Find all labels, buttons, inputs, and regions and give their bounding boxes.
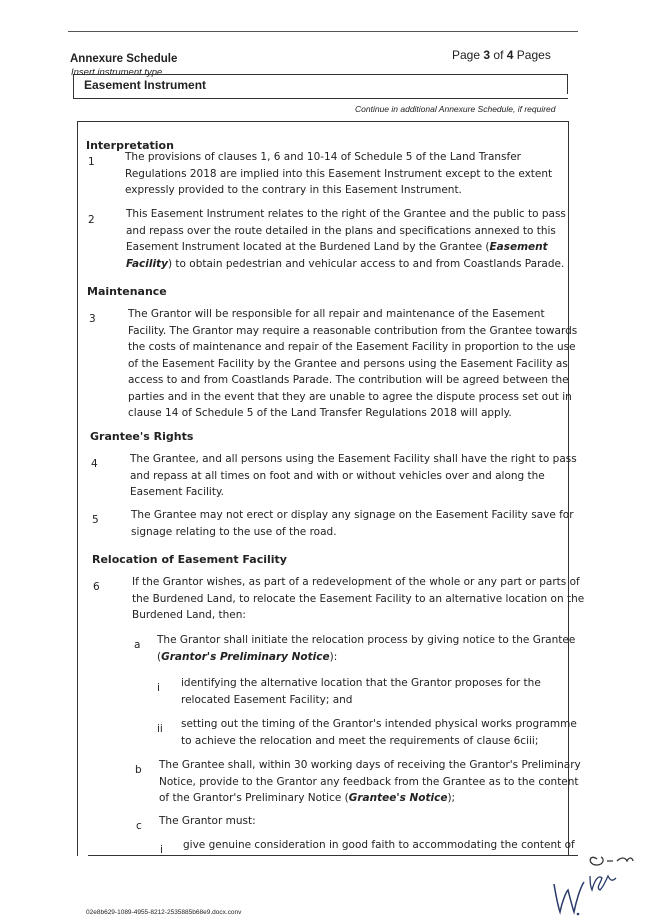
clause-line: clause 14 of Schedule 5 of the Land Transfer Regulations 2018 will apply.	[128, 407, 512, 419]
clause-line	[126, 256, 566, 273]
instrument-type: Easement Instrument	[84, 78, 207, 92]
subclause-letter: b	[135, 764, 142, 776]
clause-number: 3	[89, 313, 96, 325]
clause-3	[128, 306, 577, 422]
instrument-type-right-rule	[567, 74, 568, 94]
clause-text: (	[157, 650, 162, 663]
clause-line: This Easement Instrument relates to the right of the Grantee and the public to pass	[126, 208, 566, 220]
clause-line: Regulations 2018 are implied into this Easement Instrument except to the extent	[125, 167, 553, 180]
continue-note: Continue in additional Annexure Schedule, if required	[355, 104, 556, 114]
clause-line: The Grantor will be responsible for all repair and maintenance of the Easement	[128, 308, 545, 320]
subclause-b	[159, 757, 581, 807]
subclause-c-i	[183, 837, 575, 854]
clause-text: Easement Instrument located at the Burdened Land by the Grantee (	[126, 241, 490, 253]
clause-line: setting out the timing of the Grantor's intended physical works programme	[181, 718, 577, 730]
section-heading-maintenance: Maintenance	[87, 285, 167, 298]
clause-text: );	[447, 792, 456, 804]
clause-line	[126, 239, 566, 256]
clause-line: signage relating to the use of the road.	[131, 525, 337, 538]
defined-term: Easement	[489, 241, 548, 253]
clause-line: relocated Easement Facility; and	[181, 693, 353, 706]
clause-line: The provisions of clauses 1, 6 and 10-14 of Schedule 5 of the Land Transfer	[125, 151, 521, 163]
clause-line: expressly provided to the contrary in this Easement Instrument.	[125, 184, 462, 196]
clause-line: give genuine consideration in good faith to accommodating the content of	[183, 839, 575, 851]
clause-line: The Grantee may not erect or display any signage on the Easement Facility save for	[131, 509, 574, 521]
clause-4	[130, 451, 577, 501]
defined-term: Grantor's Preliminary Notice	[161, 650, 330, 663]
subclause-numeral: i	[160, 844, 163, 856]
clause-1	[125, 149, 552, 199]
clause-number: 1	[88, 156, 95, 168]
section-heading-relocation: Relocation of Easement Facility	[92, 553, 287, 566]
clause-number: 5	[92, 514, 99, 526]
clause-line: parties and in the event that they are unable to agree the dispute process set out in	[128, 390, 572, 403]
clause-line: and repass at all times on foot and with or without vehicles over and along the	[130, 469, 545, 482]
clause-line	[157, 649, 575, 666]
clause-line: Notice, provide to the Grantor any feedback from the Grantee as to the content	[159, 775, 579, 788]
subclause-a	[157, 632, 575, 665]
clause-line: of the Easement Facility by the Grantee and persons using the Easement Facility as	[128, 357, 568, 370]
clause-line: If the Grantor wishes, as part of a redevelopment of the whole or any part or parts of	[132, 576, 580, 588]
clause-line: the Burdened Land, to relocate the Easement Facility to an alternative location on the	[132, 592, 585, 605]
subclause-letter: a	[134, 639, 141, 651]
clause-line: The Grantor must:	[159, 815, 256, 827]
subclause-c	[159, 813, 256, 830]
instrument-type-rule	[73, 74, 567, 75]
clause-text: ) to obtain pedestrian and vehicular access to and from Coastlands Parade.	[167, 257, 565, 270]
defined-term: Grantee's Notice	[348, 792, 448, 804]
clause-line: The Grantee, and all persons using the Easement Facility shall have the right to pass	[130, 453, 577, 465]
clause-line: The Grantor shall initiate the relocation process by giving notice to the Grantee	[157, 634, 576, 646]
clause-line	[159, 790, 581, 807]
section-heading-grantees-rights: Grantee's Rights	[90, 430, 194, 443]
subclause-a-i	[181, 675, 541, 708]
clause-line: Facility. The Grantor may require a reasonable contribution from the Grantee towards	[128, 324, 578, 337]
clause-text: ):	[329, 650, 338, 663]
subclause-numeral: ii	[157, 723, 163, 735]
clause-line: and repass over the route detailed in the plans and specifications annexed to this	[126, 224, 556, 237]
clause-line: Burdened Land, then:	[132, 609, 246, 621]
subclause-letter: c	[136, 820, 142, 832]
page-total: 4	[506, 48, 514, 62]
clause-number: 6	[93, 581, 100, 593]
clause-line: access to and from Coastlands Parade. The contribution will be agreed between the	[128, 374, 569, 386]
clause-line: The Grantee shall, within 30 working days of receiving the Grantor's Preliminary	[159, 759, 581, 771]
page-of: of	[493, 48, 504, 62]
page-number	[452, 48, 551, 62]
defined-term: Facility	[126, 257, 168, 270]
clause-text: of the Grantor's Preliminary Notice (	[159, 792, 349, 804]
page-label: Page	[452, 48, 481, 62]
subclause-numeral: i	[157, 682, 160, 694]
handwritten-initials-2	[550, 862, 620, 918]
clause-2	[126, 206, 566, 272]
clause-number: 4	[91, 458, 98, 470]
clause-line: Easement Facility.	[130, 486, 225, 498]
schedule-title: Annexure Schedule	[70, 53, 178, 65]
page-current: 3	[483, 48, 491, 62]
clause-number: 2	[88, 214, 95, 226]
document-id: 02e8b629-1089-4955-8212-2535885b68e9.docx.conv	[86, 909, 242, 916]
clause-line: identifying the alternative location that the Grantor proposes for the	[181, 677, 541, 689]
clause-line: to achieve the relocation and meet the requirements of clause 6ciii;	[181, 734, 539, 747]
clause-5	[131, 507, 574, 540]
header-rule	[68, 31, 578, 32]
clause-line: the costs of maintenance and repair of the Easement Facility in proportion to the use	[128, 341, 576, 353]
subclause-a-ii	[181, 716, 577, 749]
section-heading-interpretation: Interpretation	[86, 139, 174, 152]
page-suffix: Pages	[516, 48, 551, 62]
clause-6	[132, 574, 584, 624]
insert-instrument-label: Insert instrument type	[71, 67, 163, 78]
